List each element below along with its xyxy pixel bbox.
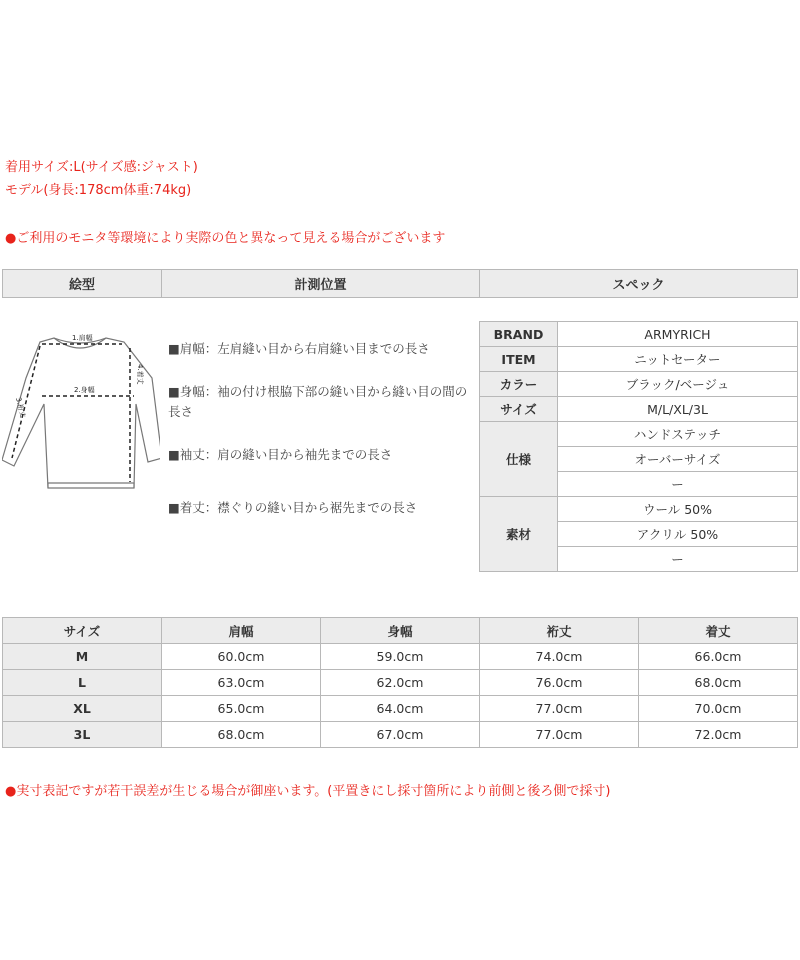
spec-table (479, 321, 798, 572)
spec-value-item: ニットセーター (558, 347, 798, 372)
spec-value-shiyo: オーバーサイズ (558, 447, 798, 472)
size-cell: 77.0cm (480, 696, 639, 722)
measure-sleeve: ■袖丈：肩の縫い目から袖先までの長さ (168, 447, 393, 462)
size-cell: 70.0cm (639, 696, 798, 722)
spec-label-sozai: 素材 (480, 497, 558, 572)
spec-value-sozai: ウール 50% (558, 497, 798, 522)
table-row (3, 722, 798, 748)
color-notice: ●ご利用のモニタ等環境により実際の色と異なって見える場合がございます (5, 231, 446, 246)
size-table (2, 617, 798, 748)
section-header (2, 269, 798, 298)
table-row (3, 644, 798, 670)
label-body: 2.身幅 (74, 386, 95, 394)
size-cell: 67.0cm (321, 722, 480, 748)
size-cell: 63.0cm (162, 670, 321, 696)
spec-value-sozai: アクリル 50% (558, 522, 798, 547)
size-cell: 65.0cm (162, 696, 321, 722)
size-cell: 64.0cm (321, 696, 480, 722)
table-row (3, 670, 798, 696)
spec-value-shiyo: ー (558, 472, 798, 497)
spec-label-size: サイズ (480, 397, 558, 422)
size-header-cell: 着丈 (639, 618, 798, 644)
worn-size-text: 着用サイズ:L(サイズ感:ジャスト) (5, 160, 198, 175)
size-cell: 62.0cm (321, 670, 480, 696)
size-header-cell: 肩幅 (162, 618, 321, 644)
size-cell: 59.0cm (321, 644, 480, 670)
size-cell: L (3, 670, 162, 696)
model-info-text: モデル(身長:178cm体重:74kg) (5, 183, 192, 198)
header-spec: スペック (612, 278, 665, 293)
size-cell: 3L (3, 722, 162, 748)
spec-label-item: ITEM (480, 347, 558, 372)
table-row (3, 696, 798, 722)
measure-shoulder: ■肩幅：左肩縫い目から右肩縫い目までの長さ (168, 341, 430, 356)
size-cell: 77.0cm (480, 722, 639, 748)
spec-value-sozai: ー (558, 547, 798, 572)
spec-value-size: M/L/XL/3L (558, 397, 798, 422)
size-cell: M (3, 644, 162, 670)
size-cell: 76.0cm (480, 670, 639, 696)
size-cell: 68.0cm (639, 670, 798, 696)
spec-value-color: ブラック/ベージュ (558, 372, 798, 397)
header-measure: 計測位置 (162, 270, 480, 297)
size-cell: 74.0cm (480, 644, 639, 670)
size-cell: 68.0cm (162, 722, 321, 748)
label-sleeve: 3.裄丈 (14, 396, 27, 419)
size-cell: 60.0cm (162, 644, 321, 670)
spec-label-color: カラー (480, 372, 558, 397)
size-cell: 66.0cm (639, 644, 798, 670)
spec-label-shiyo: 仕様 (480, 422, 558, 497)
size-header-cell: 身幅 (321, 618, 480, 644)
size-cell: XL (3, 696, 162, 722)
size-header-cell: サイズ (3, 618, 162, 644)
header-illustration: 絵型 (3, 270, 162, 297)
sweater-diagram (2, 318, 160, 498)
label-shoulder: 1.肩幅 (72, 334, 93, 342)
spec-value-shiyo: ハンドステッチ (558, 422, 798, 447)
measure-body: ■身幅：袖の付け根脇下部の縫い目から縫い目の間の長さ (168, 384, 468, 419)
size-header-cell: 裄丈 (480, 618, 639, 644)
spec-label-brand: BRAND (480, 322, 558, 347)
size-cell: 72.0cm (639, 722, 798, 748)
label-length: 4.着丈 (136, 364, 144, 385)
spec-value-brand: ARMYRICH (558, 322, 798, 347)
measure-length: ■着丈：襟ぐりの縫い目から裾先までの長さ (168, 500, 418, 515)
measurement-note: ●実寸表記ですが若干誤差が生じる場合が御座います。(平置きにし採寸箇所により前側と後ろ側で採寸) (5, 784, 611, 799)
